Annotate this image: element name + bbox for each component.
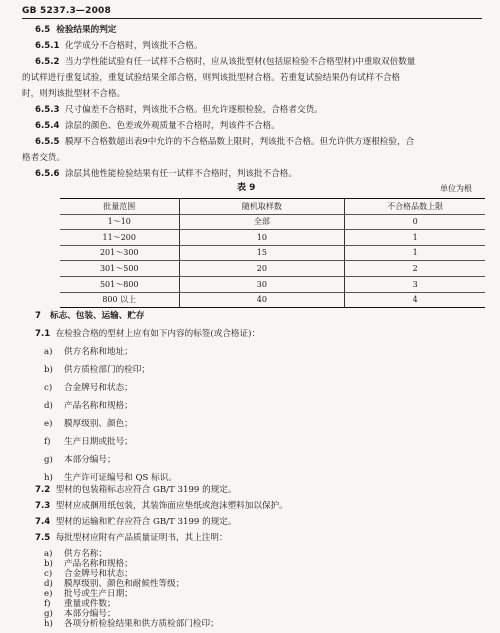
clause-6-5-2-cont1: 的试样进行重复试验，重复试验结果全部合格，则判该批型材合格。若重复试验结果仍有试样不合格 bbox=[22, 73, 401, 83]
table-row bbox=[60, 261, 485, 277]
table-cell: 501～800 bbox=[60, 276, 179, 292]
list-marker: g) bbox=[44, 455, 53, 465]
table-row bbox=[60, 230, 485, 246]
table-cell: 2 bbox=[345, 261, 485, 277]
list-marker: g) bbox=[44, 609, 53, 619]
clause-number: 7.1 bbox=[35, 329, 51, 339]
list-item bbox=[44, 384, 133, 394]
section-title: 标志、包装、运输、贮存 bbox=[49, 311, 145, 321]
table-9 bbox=[60, 198, 485, 308]
clause-number: 6.5.2 bbox=[35, 57, 60, 67]
table-row bbox=[60, 276, 485, 292]
table-cell: 1～10 bbox=[60, 214, 179, 230]
standard-number-header: GB 5237.3—2008 bbox=[22, 6, 111, 16]
list-item bbox=[44, 402, 133, 412]
clause-6-5-3 bbox=[35, 106, 323, 116]
list-marker: b) bbox=[44, 365, 53, 375]
list-text: 本部分编号； bbox=[64, 455, 116, 465]
clause-text: 尺寸偏差不合格时，判该批不合格。但允许逐根检验，合格者交货。 bbox=[64, 105, 323, 115]
list-marker: d) bbox=[44, 579, 53, 589]
section-number: 7 bbox=[35, 311, 41, 321]
clause-number: 6.5.1 bbox=[35, 41, 60, 51]
table-cell: 20 bbox=[179, 261, 345, 277]
clause-text: 膜厚不合格数超出表9中允许的不合格品数上限时，判该批不合格。但允许供方逐根检验，合 bbox=[64, 137, 415, 147]
clause-number: 6.5.5 bbox=[35, 137, 60, 147]
clause-text: 当力学性能试验有任一试样不合格时，应从该批型材(包括原检验不合格型材)中重取双倍数量 bbox=[64, 57, 416, 67]
table-cell: 30 bbox=[179, 276, 345, 292]
list-marker: a) bbox=[44, 347, 53, 357]
table-caption: 表 9 bbox=[237, 183, 256, 193]
list-marker: e) bbox=[44, 419, 53, 429]
table-unit: 单位为根 bbox=[440, 184, 472, 193]
clause-7-2 bbox=[35, 486, 236, 496]
list-text: 供方名称和地址； bbox=[64, 347, 133, 357]
list-item bbox=[44, 456, 116, 466]
table-cell: 40 bbox=[179, 292, 345, 308]
section-6-5-heading bbox=[35, 26, 116, 36]
list-text: 各项分析检验结果和供方质检部门检印； bbox=[64, 619, 219, 629]
list-item bbox=[44, 348, 133, 358]
clause-6-5-5 bbox=[35, 138, 414, 148]
list-item bbox=[44, 474, 177, 484]
list-marker: c) bbox=[44, 569, 53, 579]
list-text: 合金牌号和状态； bbox=[64, 569, 133, 579]
list-text: 生产许可证编号和 QS 标识。 bbox=[64, 473, 177, 483]
table-cell: 10 bbox=[179, 230, 345, 246]
clause-number: 7.4 bbox=[35, 517, 51, 527]
list-text: 合金牌号和状态； bbox=[64, 383, 133, 393]
list-item bbox=[44, 420, 133, 430]
list-item bbox=[44, 620, 219, 630]
clause-6-5-2-cont2: 时，则判该批型材不合格。 bbox=[22, 89, 126, 99]
table-cell: 0 bbox=[345, 214, 485, 230]
table-cell: 1 bbox=[345, 230, 485, 246]
list-marker: a) bbox=[44, 549, 53, 559]
clause-6-5-6 bbox=[35, 170, 297, 180]
table-cell: 1 bbox=[345, 245, 485, 261]
clause-text: 每批型材应附有产品质量证明书，其上注明： bbox=[55, 533, 228, 543]
clause-text: 化学成分不合格时，判该批不合格。 bbox=[64, 41, 203, 51]
clause-number: 7.5 bbox=[35, 533, 51, 543]
list-text: 供方质检部门的检印； bbox=[64, 365, 150, 375]
clause-number: 7.3 bbox=[35, 501, 51, 511]
table-header-row bbox=[60, 199, 485, 215]
list-marker: h) bbox=[44, 619, 53, 629]
list-text: 本部分编号； bbox=[64, 609, 116, 619]
table-row bbox=[60, 214, 485, 230]
clause-number: 6.5.3 bbox=[35, 105, 60, 115]
clause-7-5 bbox=[35, 534, 228, 544]
table-row bbox=[60, 292, 485, 308]
clause-text: 在检验合格的型材上应有如下内容的标签(或合格证)： bbox=[55, 329, 261, 339]
list-marker: e) bbox=[44, 589, 53, 599]
section-7-heading bbox=[35, 312, 145, 322]
clause-number: 6.5.6 bbox=[35, 169, 60, 179]
list-text: 膜厚级别、颜色和耐候性等级； bbox=[64, 579, 185, 589]
table-header-cell: 随机取样数 bbox=[179, 199, 345, 215]
list-marker: c) bbox=[44, 383, 53, 393]
table-cell: 11～200 bbox=[60, 230, 179, 246]
list-text: 批号或生产日期； bbox=[64, 589, 133, 599]
table-header-cell: 不合格品数上限 bbox=[345, 199, 485, 215]
table-cell: 4 bbox=[345, 292, 485, 308]
list-text: 重量或件数； bbox=[64, 599, 116, 609]
clause-7-3 bbox=[35, 502, 288, 512]
clause-text: 型材的运输和贮存应符合 GB/T 3199 的规定。 bbox=[55, 517, 237, 527]
clause-text: 涂层的颜色、色差或外观质量不合格时，判该件不合格。 bbox=[64, 121, 280, 131]
section-number: 6.5 bbox=[35, 25, 51, 35]
clause-6-5-4 bbox=[35, 122, 280, 132]
table-cell: 15 bbox=[179, 245, 345, 261]
list-text: 供方名称； bbox=[64, 549, 107, 559]
section-title: 检验结果的判定 bbox=[56, 25, 117, 35]
clause-6-5-2 bbox=[35, 58, 415, 68]
list-item bbox=[44, 366, 150, 376]
list-text: 产品名称和规格； bbox=[64, 401, 133, 411]
clause-7-4 bbox=[35, 518, 236, 528]
list-marker: d) bbox=[44, 401, 53, 411]
header-rule bbox=[22, 18, 482, 19]
list-text: 生产日期或批号； bbox=[64, 437, 133, 447]
list-marker: f) bbox=[44, 437, 51, 447]
table-cell: 301～500 bbox=[60, 261, 179, 277]
list-marker: f) bbox=[44, 599, 51, 609]
clause-6-5-1 bbox=[35, 42, 202, 52]
list-marker: h) bbox=[44, 473, 53, 483]
clause-6-5-5-cont: 格者交货。 bbox=[22, 153, 65, 163]
table-row bbox=[60, 245, 485, 261]
clause-number: 7.2 bbox=[35, 485, 51, 495]
table-cell: 201～300 bbox=[60, 245, 179, 261]
table-cell: 全部 bbox=[179, 214, 345, 230]
clause-7-1 bbox=[35, 330, 260, 340]
list-item bbox=[44, 438, 133, 448]
table-header-cell: 批量范围 bbox=[60, 199, 179, 215]
list-marker: b) bbox=[44, 559, 53, 569]
clause-text: 型材的包装箱标志应符合 GB/T 3199 的规定。 bbox=[55, 485, 237, 495]
list-text: 产品名称和规格； bbox=[64, 559, 133, 569]
clause-text: 型材应成捆用纸包装，其装饰面应垫纸或泡沫塑料加以保护。 bbox=[55, 501, 288, 511]
table-cell: 800 以上 bbox=[60, 292, 179, 308]
list-text: 膜厚级别、颜色； bbox=[64, 419, 133, 429]
table-cell: 3 bbox=[345, 276, 485, 292]
clause-text: 涂层其他性能检验结果有任一试样不合格时，判该批不合格。 bbox=[64, 169, 297, 179]
clause-number: 6.5.4 bbox=[35, 121, 60, 131]
